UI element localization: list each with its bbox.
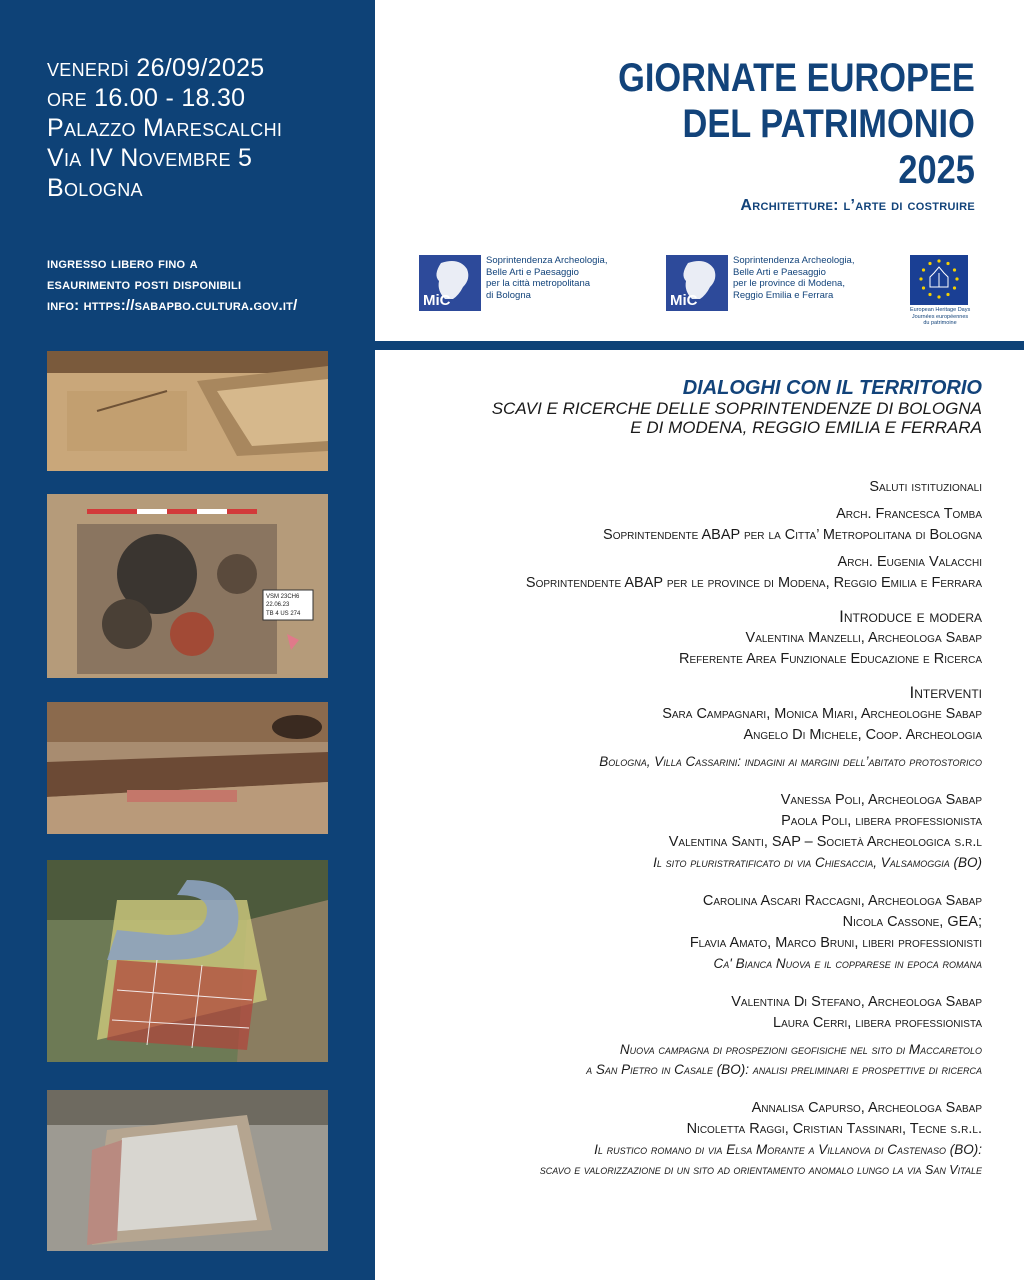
mic-logo-icon [666,255,728,311]
talk1-speakers: Angelo Di Michele, Coop. Archeologia [743,727,982,743]
talk3-title: Ca' Bianca Nuova e il copparese in epoca romana [713,956,982,971]
talk4-title: a San Pietro in Casale (BO): analisi preliminari e prospettive di ricerca [586,1062,982,1077]
moderator-heading: Introduce e modera [839,607,982,626]
event-venue: Palazzo Marescalchi [47,114,283,142]
event-theme: Architetture: l’arte di costruire [740,197,975,214]
photo-tag-line-1: VSM 23CH6 [266,594,300,600]
photo-tag-line-3: TB 4 US 274 [266,611,301,617]
event-date: venerdì 26/09/2025 [47,54,265,82]
entry-info [47,253,297,316]
mic-label: MiC [423,292,451,309]
talk4-speakers: Laura Cerri, libera professionista [773,1015,982,1031]
moderator-role: Referente Area Funzionale Educazione e Ricerca [679,651,982,667]
eu-caption-line: du patrimoine [923,320,957,326]
talks-heading: Interventi [909,683,982,702]
talk1-title: Bologna, Villa Cassarini: indagini ai margini dell’abitato protostorico [599,754,982,769]
program-title: DIALOGHI CON IL TERRITORIO [682,377,982,399]
talk2-speakers: Valentina Santi, SAP – Società Archeologica s.r.l [668,834,982,850]
title-line-1: GIORNATE EUROPEE [618,56,975,100]
logo2-line: per le province di Modena, [733,278,845,289]
greetings-heading: Saluti istituzionali [869,479,982,495]
photo-excavation-trench [47,351,328,471]
talk5-title: scavo e valorizzazione di un sito ad orientamento anomalo lungo la via San Vitale [539,1163,982,1177]
greet2-name: Arch. Eugenia Valacchi [837,554,982,570]
eu-caption-line: Journées européennes [911,313,969,320]
event-time: ore 16.00 - 18.30 [47,84,246,112]
title-line-3: 2025 [898,148,975,192]
eu-caption-line: European Heritage Days [910,307,971,313]
header-divider [375,341,1024,350]
talk5-speakers: Annalisa Capurso, Archeologa Sabap [751,1100,982,1116]
photo-tag-line-2: 22.06.23 [266,602,290,608]
logo1-line: per la città metropolitana [486,278,591,289]
title-line-2: DEL PATRIMONIO [682,102,975,146]
event-city: Bologna [47,174,143,202]
mic-label: MiC [670,292,698,309]
logo-sabap-modena [666,255,854,311]
mic-logo-icon [419,255,481,311]
eu-flag-icon [910,255,968,305]
event-title [560,55,975,215]
entry-info-link[interactable]: info: https://sabapbo.cultura.gov.it/ [47,297,298,314]
entry-line-1: ingresso libero fino a [47,255,198,272]
entry-line-2: esaurimento posti disponibili [47,276,242,293]
talk3-speakers: Carolina Ascari Raccagni, Archeologa Sabap [702,893,982,909]
talk4-title: Nuova campagna di prospezioni geofisiche nel sito di Maccaretolo [619,1042,982,1057]
logo-sabap-modena-text [733,255,854,301]
logo1-line: di Bologna [486,289,531,301]
greet1-role: Soprintendente ABAP per la Citta’ Metropolitana di Bologna [603,527,982,543]
talk4-speakers: Valentina Di Stefano, Archeologa Sabap [731,994,982,1010]
talk2-speakers: Paola Poli, libera professionista [781,813,982,829]
moderator-name: Valentina Manzelli, Archeologa Sabap [745,630,982,646]
logo1-line: Belle Arti e Paesaggio [486,266,579,278]
program-subtitle-1: SCAVI E RICERCHE DELLE SOPRINTENDENZE DI BOLOGNA [491,399,982,418]
talk5-title: Il rustico romano di via Elsa Morante a Villanova di Castenaso (BO): [594,1142,982,1157]
program [382,377,982,1180]
photo-trench-section [47,702,328,834]
eu-caption [910,307,970,327]
talk5-speakers: Nicoletta Raggi, Cristian Tassinari, Tecne s.r.l. [686,1121,982,1137]
program-subtitle-2: E DI MODENA, REGGIO EMILIA E FERRARA [630,418,982,437]
talk2-title: Il sito pluristratificato di via Chiesaccia, Valsamoggia (BO) [653,855,982,870]
european-heritage-days-logo [910,255,970,327]
logo-sabap-bologna [419,255,607,311]
logo1-line: Soprintendenza Archeologia, [486,255,608,266]
talk2-speakers: Vanessa Poli, Archeologa Sabap [780,792,982,808]
photo-kiln-excavation [47,494,328,678]
logo-sabap-bologna-text [486,255,607,301]
talk1-speakers: Sara Campagnari, Monica Miari, Archeologhe Sabap [662,706,982,722]
event-info [47,53,282,203]
logo2-line: Soprintendenza Archeologia, [733,255,855,266]
logo2-line: Belle Arti e Paesaggio [733,266,826,278]
greet1-name: Arch. Francesca Tomba [836,506,982,522]
greet2-role: Soprintendente ABAP per le province di Modena, Reggio Emilia e Ferrara [525,575,982,591]
photo-mosaic-floor [47,1090,328,1251]
photo-aerial-survey [47,860,328,1062]
event-address: Via IV Novembre 5 [47,144,253,172]
talk3-speakers: Flavia Amato, Marco Bruni, liberi professionisti [689,935,982,951]
talk3-speakers: Nicola Cassone, GEA; [842,914,982,930]
logo2-line: Reggio Emilia e Ferrara [733,289,834,301]
